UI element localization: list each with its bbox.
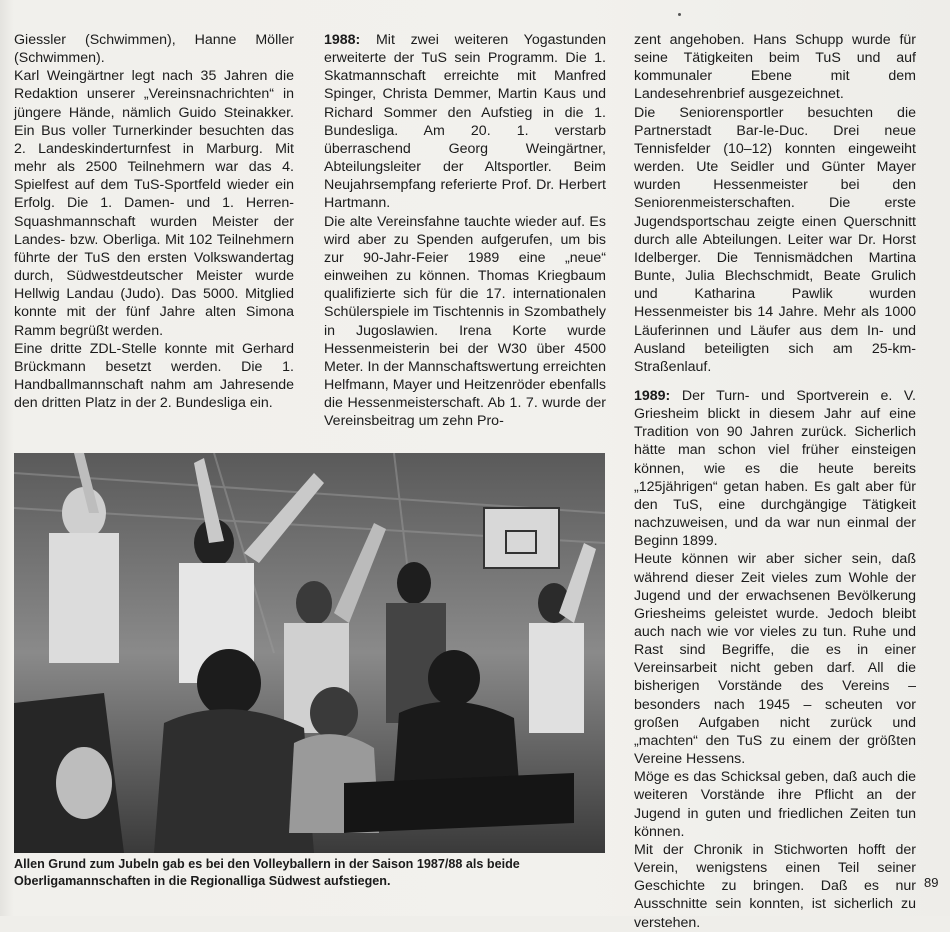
paragraph: [324, 31, 606, 213]
paragraph: Heute können wir aber sicher sein, daß während dieser Zeit vieles zum Wohle der Jugend und der erwachsenen Bevölkerung Griesheims geleistet wurde. Jedoch bleibt auch nach wie vor vieles zu tun. Ruhe und Rast sind Begriffe, die es in einer Vereinsarbeit nicht geben darf. All die bisherigen Vorstände des Vereins – besonders nach 1945 – scheuten vor großen Aufgaben nicht zurück und „machten“ den TuS zu einem der größten Vereine Hessens.: [634, 551, 916, 768]
paragraph-text: Mit zwei weiteren Yogastunden erweiterte der TuS sein Programm. Die 1. Skatmannschaft erreichte mit Manfred Spinger, Christa Demmer, Martin Kaus und Richard Sommer den Aufstieg in die 1. Bundesliga. Am 20. 1. verstarb überraschend Georg Weingärtner, Abteilungsleiter der Altsportler. Beim Neujahrsempfang referierte Prof. Dr. Herbert Hartmann.: [324, 32, 606, 212]
page-number: 89: [924, 875, 939, 890]
paragraph: [634, 387, 916, 550]
year-heading-1988: 1988:: [324, 32, 361, 48]
photo-illustration: [14, 453, 605, 853]
year-heading-1989: 1989:: [634, 387, 671, 404]
paragraph: zent angehoben. Hans Schupp wurde für seine Tätigkeiten beim TuS und auf kommunaler Ebene mit dem Landesehrenbrief ausgezeichnet.: [634, 32, 916, 103]
print-speck: [678, 13, 681, 16]
paragraph: Die Seniorensportler besuchten die Partnerstadt Bar-le-Duc. Drei neue Tennisfelder (10–12) konnten eingeweiht werden. Ute Seidler und Günter Mayer wurden Hessenmeister bei den Seniorenmeisterschaften. Die erste Jugendsportschau zeigte einen Querschnitt durch alle Abteilungen. Leiter war Dr. Horst Idelberger. Die Tennismädchen Martina Bunte, Julia Blechschmidt, Beate Grulich und Katharina Pawlik wurden Hessenmeister bis 14 Jahre. Mehr als 1000 Läuferinnen und Läufer aus dem In- und Ausland beteiligten sich am 25-km-Straßenlauf.: [634, 104, 916, 375]
paragraph-text: Der Turn- und Sportverein e. V. Griesheim blickt in diesem Jahr auf eine Tradition von 90 Jahren zurück. Sicherlich hätte man schon viel früher einsteigen können, wie es die heute bereits „125jährigen“ getan haben. Es galt aber für den TuS, eine durchgängige Tätigkeit nachzuweisen, und da war nun einmal der Beginn 1899.: [634, 387, 916, 550]
volleyball-team-photo: [14, 453, 605, 853]
paragraph: Möge es das Schicksal geben, daß auch die weiteren Vorstände ihre Pflicht an der Jugend in guten und friedlichen Zeiten tun können.: [634, 769, 916, 840]
paragraph: Eine dritte ZDL-Stelle konnte mit Gerhard Brückmann besetzt werden. Die 1. Handballmannschaft nahm am Jahresende den dritten Platz in der 2. Bundesliga ein.: [14, 340, 294, 412]
paragraph: Giessler (Schwimmen), Hanne Möller (Schwimmen).: [14, 32, 294, 67]
text-column-middle: [324, 31, 606, 430]
paragraph: Die alte Vereinsfahne tauchte wieder auf. Es wird aber zu Spenden aufgerufen, um bis zur 90-Jahr-Feier 1989 eine „neue“ einweihen zu können. Thomas Kriegbaum qualifizierte sich für die 17. internationalen Schülerspiele im Tischtennis in Szombathely in Jugoslawien. Irena Korte wurde Hessenmeisterin bei der W30 über 4500 Meter. In der Mannschaftswertung erreichten Helfmann, Mayer und Heitzenröder ebenfalls die Hessenmeisterschaft. Ab 1. 7. wurde der Vereinsbeitrag um zehn Pro-: [324, 213, 606, 430]
text-column-right: [634, 31, 916, 932]
photo-caption: Allen Grund zum Jubeln gab es bei den Volleyballern in der Saison 1987/88 als beide Oberligamannschaften in die Regionalliga Südwest aufstiegen.: [14, 857, 520, 888]
text-column-left: [14, 31, 294, 412]
paragraph: Karl Weingärtner legt nach 35 Jahren die Redaktion unserer „Vereinsnachrichten“ in jüngere Hände, nämlich Guido Steinakker. Ein Bus voller Turnerkinder besuchten das 2. Landeskinderturnfest in Marburg. Mit mehr als 2500 Teilnehmern war das 4. Spielfest auf dem TuS-Sportfeld wieder ein Erfolg. Die 1. Damen- und 1. Herren-Squashmannschaft wurden Meister der Landes- bzw. Oberliga. Mit 102 Teilnehmern führte der TuS den ersten Volkswandertag durch, Südwestdeutscher Meister wurde Hellwig Landau (Judo). Das 5000. Mitglied konnte mit der fünf Jahre alten Simona Ramm begrüßt werden.: [14, 68, 294, 339]
paragraph: Mit der Chronik in Stichworten hofft der Verein, wenigstens einen Teil seiner Geschichte zu bringen. Daß es nur Ausschnitte sein konnten, ist sicherlich zu verstehen.: [634, 841, 916, 931]
